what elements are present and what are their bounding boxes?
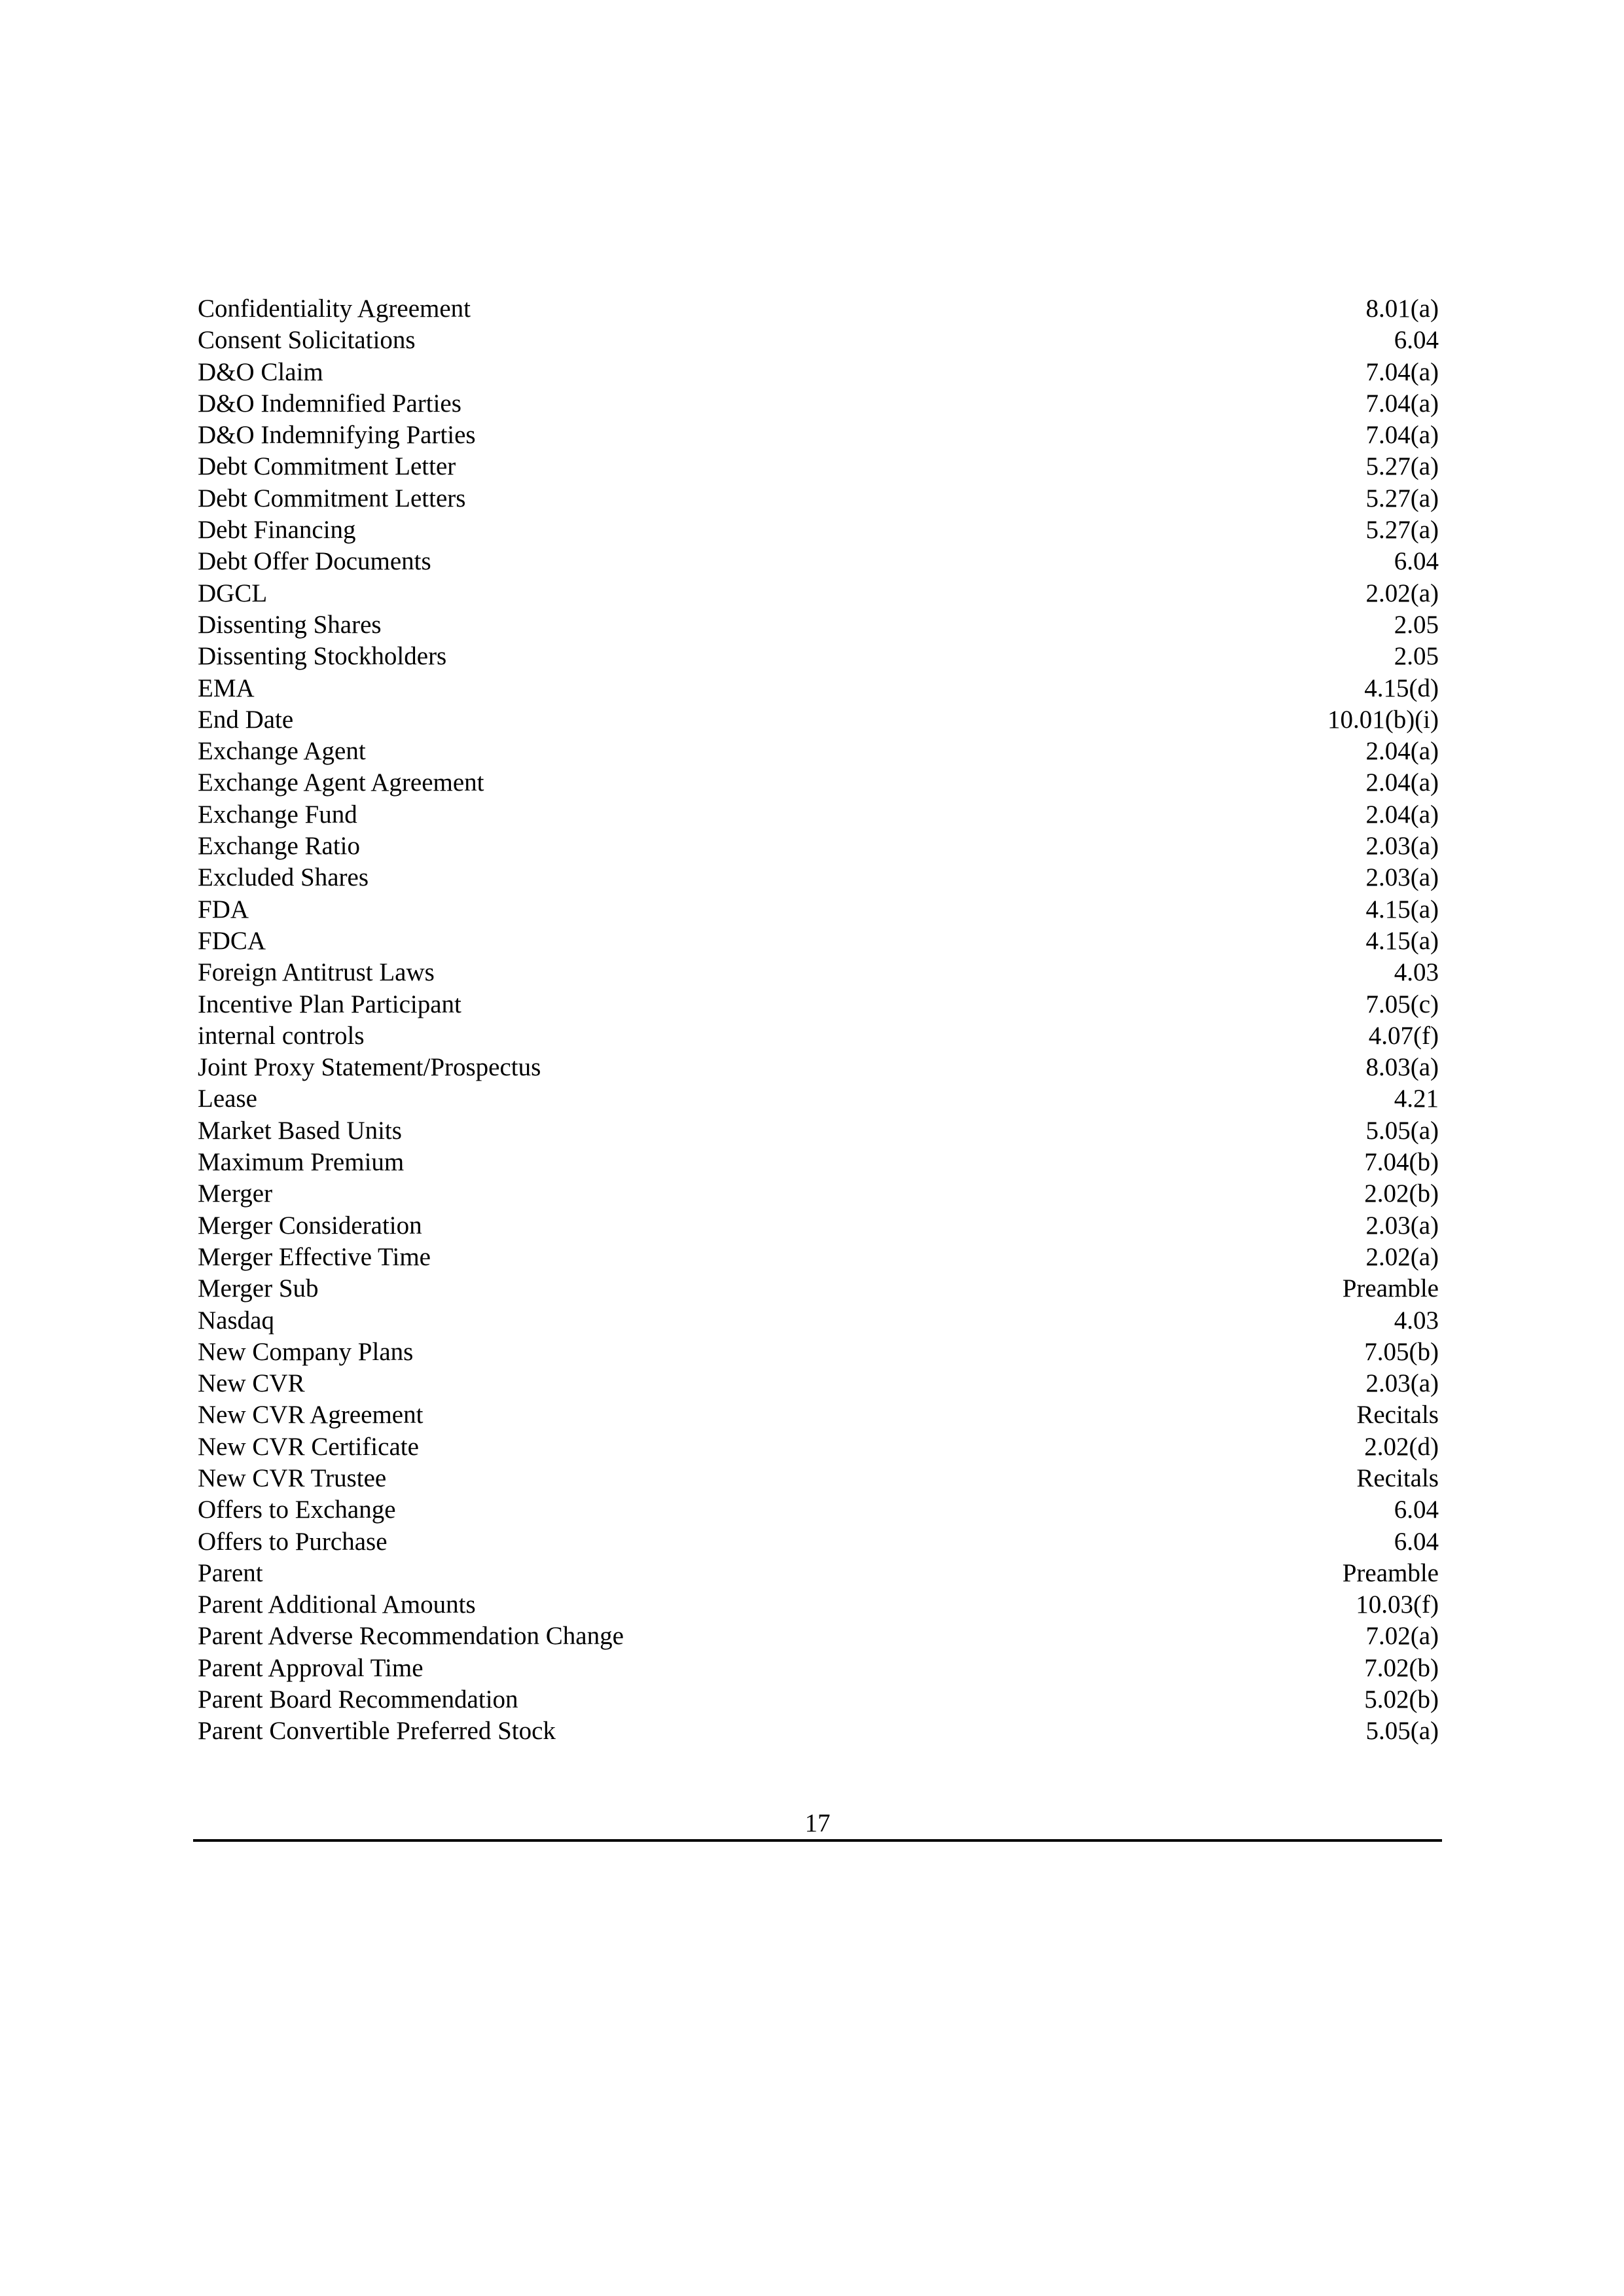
index-entry xyxy=(198,451,1439,482)
index-entry xyxy=(198,957,1439,988)
index-entry xyxy=(198,1083,1439,1115)
index-term: Foreign Antitrust Laws xyxy=(198,958,435,987)
index-term: Nasdaq xyxy=(198,1306,274,1335)
section-reference: 8.01(a) xyxy=(1365,295,1439,323)
index-term: Exchange Fund xyxy=(198,800,357,829)
section-reference: 5.27(a) xyxy=(1365,484,1439,512)
index-term: Debt Commitment Letter xyxy=(198,452,456,481)
index-entry xyxy=(198,767,1439,798)
index-entry xyxy=(198,1715,1439,1747)
index-entry xyxy=(198,894,1439,925)
index-term: New CVR xyxy=(198,1369,305,1398)
index-entry xyxy=(198,546,1439,577)
index-term: DGCL xyxy=(198,579,268,607)
index-entry xyxy=(198,1684,1439,1715)
index-term: Lease xyxy=(198,1085,257,1113)
index-entry xyxy=(198,578,1439,609)
section-reference: Preamble xyxy=(1342,1274,1439,1303)
index-term: New Company Plans xyxy=(198,1337,414,1366)
section-reference: 6.04 xyxy=(1394,1496,1439,1524)
section-reference: 6.04 xyxy=(1394,547,1439,576)
index-term: EMA xyxy=(198,673,255,702)
index-entry xyxy=(198,1653,1439,1684)
page-footer xyxy=(193,1808,1442,1842)
section-reference: 4.21 xyxy=(1394,1085,1439,1113)
index-entry xyxy=(198,420,1439,451)
index-entry xyxy=(198,514,1439,546)
section-reference: 2.02(a) xyxy=(1365,1242,1439,1271)
index-term: Debt Financing xyxy=(198,516,356,545)
section-reference: 2.05 xyxy=(1394,642,1439,671)
section-reference: 6.04 xyxy=(1394,1527,1439,1556)
index-entry xyxy=(198,388,1439,420)
index-term: Market Based Units xyxy=(198,1116,402,1145)
index-term: FDCA xyxy=(198,926,266,955)
index-entry xyxy=(198,1399,1439,1431)
index-term: Exchange Agent Agreement xyxy=(198,768,484,797)
index-entry xyxy=(198,357,1439,388)
index-entry xyxy=(198,1589,1439,1621)
index-term: Offers to Exchange xyxy=(198,1496,396,1524)
section-reference: 8.03(a) xyxy=(1365,1053,1439,1082)
section-reference: 4.15(a) xyxy=(1365,926,1439,955)
index-term: Merger xyxy=(198,1179,273,1208)
page-number: 17 xyxy=(804,1809,831,1837)
index-term: Merger Sub xyxy=(198,1274,319,1303)
section-reference: 7.05(c) xyxy=(1365,990,1439,1018)
index-term: Parent xyxy=(198,1558,263,1587)
section-reference: 2.03(a) xyxy=(1365,1369,1439,1398)
index-term: Exchange Ratio xyxy=(198,832,360,861)
section-reference: 2.04(a) xyxy=(1365,768,1439,797)
index-entry xyxy=(198,1242,1439,1273)
index-term: New CVR Trustee xyxy=(198,1463,387,1492)
index-entry xyxy=(198,1147,1439,1178)
index-term: Consent Solicitations xyxy=(198,326,416,355)
index-entry xyxy=(198,1305,1439,1336)
index-entry xyxy=(198,1052,1439,1083)
index-term: Parent Board Recommendation xyxy=(198,1685,518,1714)
section-reference: Recitals xyxy=(1356,1401,1439,1429)
index-term: Merger Consideration xyxy=(198,1211,422,1240)
index-entry xyxy=(198,1020,1439,1052)
index-entry xyxy=(198,641,1439,672)
section-reference: 5.05(a) xyxy=(1365,1717,1439,1746)
index-term: Offers to Purchase xyxy=(198,1527,388,1556)
section-reference: 2.02(d) xyxy=(1364,1432,1439,1461)
section-reference: 7.04(b) xyxy=(1364,1148,1439,1177)
index-entry xyxy=(198,704,1439,736)
index-entry xyxy=(198,989,1439,1020)
section-reference: Recitals xyxy=(1356,1463,1439,1492)
index-entry xyxy=(198,325,1439,356)
section-reference: 7.04(a) xyxy=(1365,357,1439,386)
section-reference: 2.02(a) xyxy=(1365,579,1439,607)
index-entry xyxy=(198,609,1439,641)
section-reference: 7.02(a) xyxy=(1365,1622,1439,1651)
index-term: Exchange Agent xyxy=(198,737,366,766)
footer-rule xyxy=(193,1839,1442,1842)
index-term: D&O Indemnified Parties xyxy=(198,389,461,418)
index-entry xyxy=(198,1463,1439,1494)
section-reference: 7.04(a) xyxy=(1365,421,1439,450)
index-term: Excluded Shares xyxy=(198,863,369,892)
section-reference: 2.05 xyxy=(1394,610,1439,639)
section-reference: 6.04 xyxy=(1394,326,1439,355)
section-reference: 4.03 xyxy=(1394,958,1439,987)
index-entry xyxy=(198,1115,1439,1147)
index-entry xyxy=(198,925,1439,957)
index-entry xyxy=(198,1431,1439,1463)
index-entry xyxy=(198,1336,1439,1368)
index-entry xyxy=(198,1558,1439,1589)
section-reference: 10.03(f) xyxy=(1356,1590,1439,1619)
index-term: Parent Convertible Preferred Stock xyxy=(198,1717,556,1746)
index-term: Parent Additional Amounts xyxy=(198,1590,476,1619)
section-reference: 5.27(a) xyxy=(1365,452,1439,481)
section-reference: Preamble xyxy=(1342,1558,1439,1587)
index-entry xyxy=(198,1178,1439,1210)
index-term: FDA xyxy=(198,895,249,924)
index-entry xyxy=(198,1273,1439,1304)
index-entry xyxy=(198,1526,1439,1558)
index-term: New CVR Certificate xyxy=(198,1432,419,1461)
index-term: Maximum Premium xyxy=(198,1148,405,1177)
section-reference: 5.05(a) xyxy=(1365,1116,1439,1145)
index-entry xyxy=(198,1621,1439,1652)
index-entry xyxy=(198,862,1439,893)
index-entry xyxy=(198,1494,1439,1526)
section-reference: 2.03(a) xyxy=(1365,863,1439,892)
index-entry xyxy=(198,293,1439,325)
index-term: End Date xyxy=(198,705,294,734)
section-reference: 4.15(d) xyxy=(1364,673,1439,702)
section-reference: 2.03(a) xyxy=(1365,832,1439,861)
section-reference: 5.02(b) xyxy=(1364,1685,1439,1714)
section-reference: 7.04(a) xyxy=(1365,389,1439,418)
index-term: Merger Effective Time xyxy=(198,1242,431,1271)
section-reference: 7.02(b) xyxy=(1364,1653,1439,1682)
index-term: D&O Indemnifying Parties xyxy=(198,421,476,450)
index-term: Dissenting Stockholders xyxy=(198,642,447,671)
index-term: D&O Claim xyxy=(198,357,323,386)
section-reference: 2.03(a) xyxy=(1365,1211,1439,1240)
section-reference: 2.04(a) xyxy=(1365,737,1439,766)
index-term: Debt Commitment Letters xyxy=(198,484,466,512)
index-term: Joint Proxy Statement/Prospectus xyxy=(198,1053,541,1082)
index-term: Debt Offer Documents xyxy=(198,547,431,576)
index-term: Parent Adverse Recommendation Change xyxy=(198,1622,624,1651)
index-term: Parent Approval Time xyxy=(198,1653,424,1682)
section-reference: 4.15(a) xyxy=(1365,895,1439,924)
index-term: Dissenting Shares xyxy=(198,610,382,639)
index-entry xyxy=(198,799,1439,831)
index-entry xyxy=(198,1368,1439,1399)
index-term: Confidentiality Agreement xyxy=(198,295,471,323)
section-reference: 2.04(a) xyxy=(1365,800,1439,829)
section-reference: 7.05(b) xyxy=(1364,1337,1439,1366)
index-list xyxy=(198,293,1439,1748)
section-reference: 2.02(b) xyxy=(1364,1179,1439,1208)
index-term: Incentive Plan Participant xyxy=(198,990,461,1018)
index-entry xyxy=(198,736,1439,767)
index-term: New CVR Agreement xyxy=(198,1401,424,1429)
section-reference: 4.03 xyxy=(1394,1306,1439,1335)
index-entry xyxy=(198,831,1439,862)
section-reference: 10.01(b)(i) xyxy=(1327,705,1439,734)
index-term: internal controls xyxy=(198,1021,365,1050)
section-reference: 5.27(a) xyxy=(1365,516,1439,545)
index-entry xyxy=(198,483,1439,514)
index-entry xyxy=(198,673,1439,704)
section-reference: 4.07(f) xyxy=(1368,1021,1439,1050)
index-entry xyxy=(198,1210,1439,1242)
